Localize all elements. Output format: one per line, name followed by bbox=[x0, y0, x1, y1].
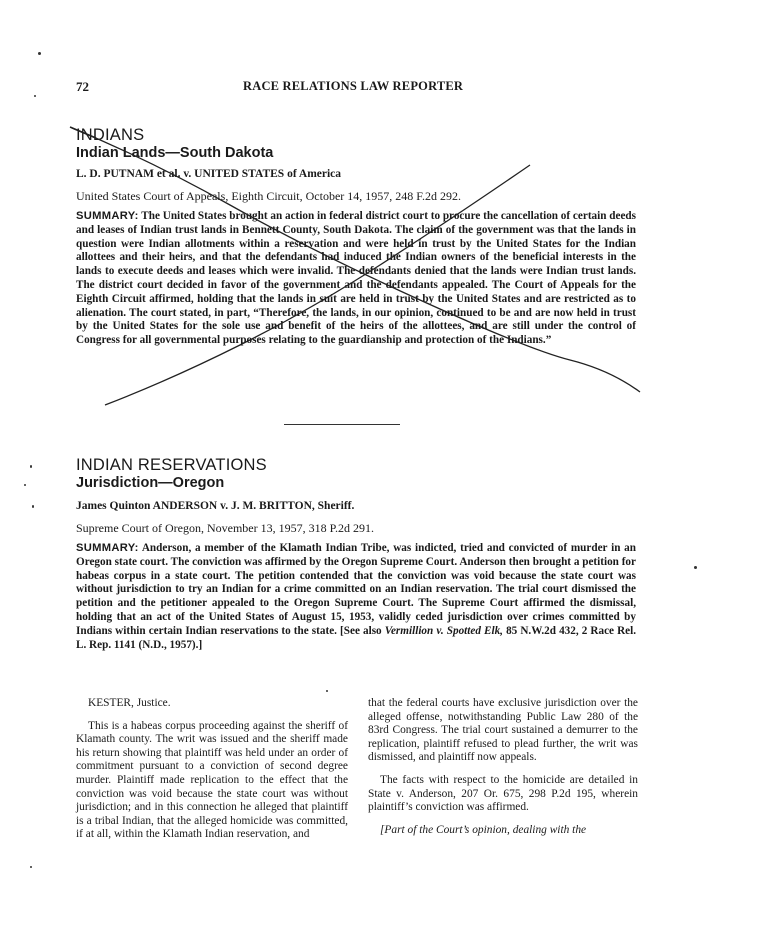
scan-speck bbox=[30, 465, 32, 468]
scan-speck bbox=[24, 484, 26, 486]
summary-label: SUMMARY: bbox=[76, 542, 139, 554]
section-subtitle-indian-lands: Indian Lands—South Dakota bbox=[76, 145, 274, 161]
opinion-paragraph: This is a habeas corpus proceeding against the sheriff of Klamath county. The writ was issued and the sheriff made his return showing that plaintiff was held under an order of commitment pursuant to a conviction of second degree murder. Plaintiff made replication to the effect that the conviction was void because the state court was without jurisdiction; and in this connection he alleged that plaintiff is a tribal Indian, that the alleged homicide was committed, if at all, within the Klamath Indian reservation, and bbox=[76, 719, 348, 841]
scan-speck bbox=[326, 690, 328, 692]
section-divider bbox=[284, 424, 400, 425]
summary-text: Anderson, a member of the Klamath Indian Tribe, was indicted, tried and convicted of murder in an Oregon state court. The conviction was affirmed by the Oregon Supreme Court. Anderson then brought a petition for habeas corpus in a state court. The petition contended that the conviction was void because the state court was without jurisdiction to try an Indian for a crime committed on an Indian reservation. The trial court dismissed the petition and the petitioner appealed to the Oregon Supreme Court. The Supreme Court affirmed the dismissal, holding that an act of the United States of August 15, 1953, validly ceded jurisdiction over crimes committed by Indians within certain Indian reservations to the state. [See also bbox=[76, 542, 636, 637]
running-header: RACE RELATIONS LAW REPORTER bbox=[243, 79, 464, 93]
scan-speck bbox=[32, 505, 34, 508]
see-also-citation: Vermillion v. Spotted Elk, bbox=[384, 624, 503, 637]
summary-label: SUMMARY: bbox=[76, 210, 139, 222]
section-title-indians: INDIANS bbox=[76, 126, 145, 144]
opinion-paragraph: that the federal courts have exclusive jurisdiction over the alleged offense, notwithstanding Public Law 280 of the 83rd Congress. The trial court sustained a demurrer to the replication, plaintiff refused to plead further, the writ was dismissed, and plaintiff now appeals. bbox=[368, 697, 638, 764]
case-summary-anderson bbox=[76, 542, 636, 652]
section-subtitle-jurisdiction: Jurisdiction—Oregon bbox=[76, 475, 225, 491]
opinion-left-column bbox=[76, 697, 348, 842]
court-citation-anderson: Supreme Court of Oregon, November 13, 1957, 318 P.2d 291. bbox=[76, 521, 374, 535]
judge-name: KESTER, Justice. bbox=[88, 697, 171, 709]
case-caption-putnam: L. D. PUTNAM et al. v. UNITED STATES of America bbox=[76, 168, 342, 180]
court-citation-putnam: United States Court of Appeals, Eighth Circuit, October 14, 1957, 248 F.2d 292. bbox=[76, 189, 462, 203]
case-summary-putnam bbox=[76, 210, 636, 348]
scan-speck bbox=[694, 566, 697, 569]
see-also-rest: 85 N.W.2d 432, 2 Race Rel. L. Rep. 1141 (N.D., 1957).] bbox=[76, 624, 637, 651]
editorial-note: [Part of the Court’s opinion, dealing with the bbox=[380, 823, 587, 836]
section-title-indian-reservations: INDIAN RESERVATIONS bbox=[76, 456, 267, 474]
opinion-paragraph: The facts with respect to the homicide are detailed in State v. Anderson, 207 Or. 675, 298 P.2d 195, wherein plaintiff’s conviction was affirmed. bbox=[368, 773, 638, 814]
summary-text: The United States brought an action in federal district court to procure the cancellation of certain deeds and leases of Indian trust lands in Bennett County, South Dakota. The claim of the government was that the lands in question were Indian allotments within a reservation and were held in trust by the United States for the Indian allottees and their heirs, and that the defendants had induced the Indian owners of the beneficial interests in the lands to execute deeds and leases which were invalid. The defendants denied that the lands were Indian trust lands. The district court decided in favor of the government and the defendants appealed. The Court of Appeals for the Eighth Circuit affirmed, holding that the lands in suit are held in trust by the United States and are restricted as to alienation. The court stated, in part, “Therefore, the lands, in our opinion, continued to be and are now held in trust by the United States for the sole use and benefit of the heirs of the allottees, and are still under the control of Congress for all governmental purposes relating to the guardianship and protection of the Indians.” bbox=[76, 210, 636, 347]
scan-speck bbox=[34, 95, 36, 97]
case-caption-anderson: James Quinton ANDERSON v. J. M. BRITTON, Sheriff. bbox=[76, 500, 355, 512]
scan-speck bbox=[38, 52, 41, 55]
opinion-right-column bbox=[368, 697, 638, 837]
page-number: 72 bbox=[76, 79, 89, 94]
scan-speck bbox=[30, 866, 32, 868]
